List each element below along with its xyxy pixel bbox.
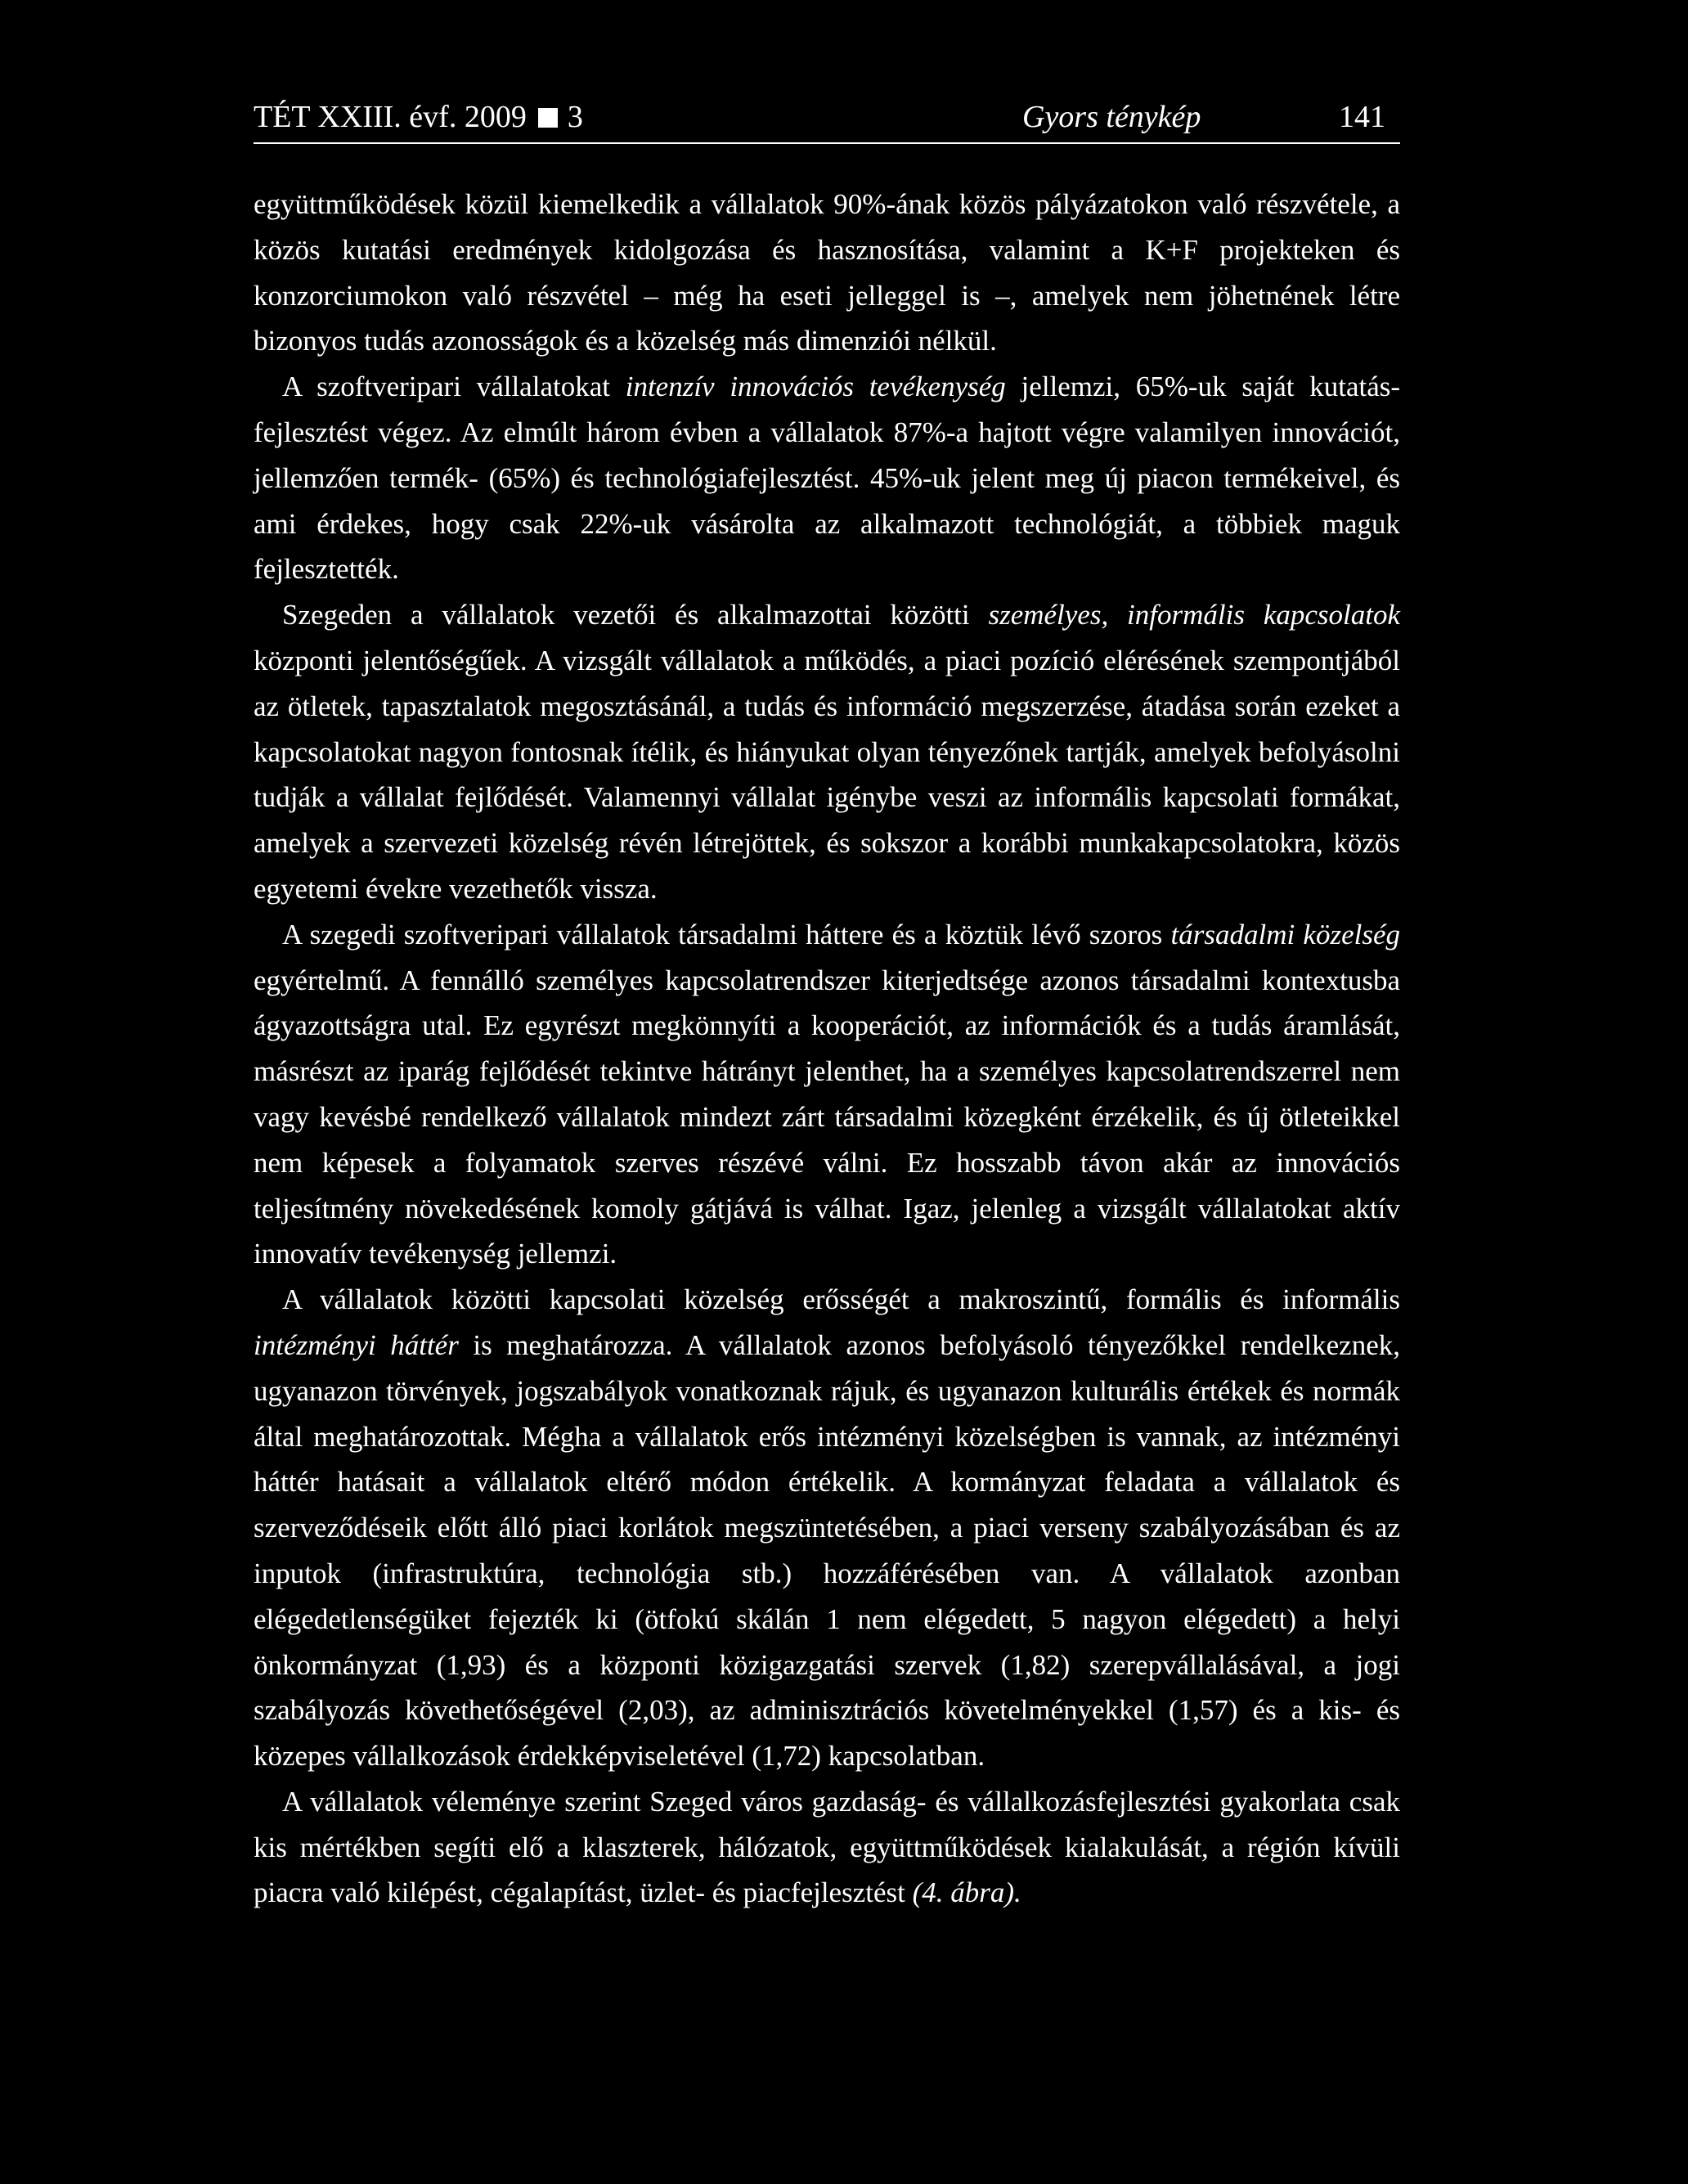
paragraph-text: A vállalatok véleménye szerint Szeged város gazdaság- és vállalkozásfejlesztési gyakorlata csak kis mértékben segíti elő a klaszterek, hálózatok, együttműködések kialakulását, a régión kívüli piacra való kilépést, cégalapítást, üzlet- és piacfejlesztést	[254, 1785, 1400, 1909]
paragraph-text: A szoftveripari vállalatokat	[282, 371, 626, 403]
paragraph-text: A szegedi szoftveripari vállalatok társadalmi háttere és a köztük lévő szoros	[282, 918, 1171, 950]
emphasis-tarsadalmi-kozelseg: társadalmi közelség	[1170, 918, 1401, 950]
paragraph-2	[254, 364, 1400, 592]
paragraph-text: egyértelmű. A fennálló személyes kapcsolatrendszer kiterjedtsége azonos társadalmi kontextusba ágyazottságra utal. Ez egyrészt megkönnyíti a kooperációt, az információk és a tudás áramlását, másrészt az iparág fejlődését tekintve hátrányt jelenthet, ha a személyes kapcsolatrendszerrel nem vagy kevésbé rendelkező vállalatok mindezt zárt társadalmi közegként érzékelik, és új ötleteikkel nem képesek a folyamatok szerves részévé válni. Ez hosszabb távon akár az innovációs teljesítmény növekedésének komoly gátjává is válhat. Igaz, jelenleg a vizsgált vállalatokat aktív innovatív tevékenység jellemzi.	[254, 964, 1400, 1270]
figure-reference: (4. ábra).	[912, 1876, 1021, 1909]
issue-number: 3	[567, 100, 583, 134]
paragraph-text: A vállalatok közötti kapcsolati közelség erősségét a makroszintű, formális és informális	[282, 1283, 1400, 1316]
journal-title: TÉT XXIII. évf. 2009	[254, 100, 527, 134]
article-body	[254, 182, 1400, 1916]
emphasis-intezmenyi-hatter: intézményi háttér	[254, 1328, 459, 1361]
emphasis-szemelyes-informalis-kapcsolatok: személyes, informális kapcsolatok	[988, 599, 1400, 631]
section-title: Gyors ténykép	[1022, 100, 1201, 134]
black-square-icon	[538, 108, 558, 128]
paragraph-text: is meghatározza. A vállalatok azonos befolyásoló tényezőkkel rendelkeznek, ugyanazon törvények, jogszabályok vonatkoznak rájuk, és ugyanazon kulturális értékek és normák által meghatározottak. Mégha a vállalatok erős intézményi közelségben is vannak, az intézményi háttér hatásait a vállalatok eltérő módon értékelik. A kormányzat feladata a vállalatok és szerveződéseik előtt álló piaci korlátok megszüntetésében, a piaci verseny szabályozásában és az inputok (infrastruktúra, technológia stb.) hozzáférésében van. A vállalatok azonban elégedetlenségüket fejezték ki (ötfokú skálán 1 nem elégedett, 5 nagyon elégedett) a helyi önkormányzat (1,93) és a központi közigazgatási szervek (1,82) szerepvállalásával, a jogi szabályozás követhetőségével (2,03), az adminisztrációs követelményekkel (1,57) és a kis- és közepes vállalkozások érdekképviseletével (1,72) kapcsolatban.	[254, 1328, 1400, 1773]
paragraph-3	[254, 592, 1400, 912]
paragraph-5	[254, 1277, 1400, 1779]
paragraph-1	[254, 182, 1400, 364]
paragraph-text: jellemzi, 65%-uk saját kutatás-fejlesztést végez. Az elmúlt három évben a vállalatok 87%-a hajtott végre valamilyen innovációt, jellemzően termék- (65%) és technológiafejlesztést. 45%-uk jelent meg új piacon termékeivel, és ami érdekes, hogy csak 22%-uk vásárolta az alkalmazott technológiát, a többiek maguk fejlesztették.	[254, 371, 1401, 586]
emphasis-intenziv-innovacios-tevekenyseg: intenzív innovációs tevékenység	[625, 371, 1006, 403]
paragraph-text: együttműködések közül kiemelkedik a vállalatok 90%-ának közös pályázatokon való részvétele, a közös kutatási eredmények kidolgozása és hasznosítása, valamint a K+F projekteken és konzorciumokon való részvétel – még ha eseti jelleggel is –, amelyek nem jöhetnének létre bizonyos tudás azonosságok és a közelség más dimenziói nélkül.	[254, 188, 1400, 357]
page-number: 141	[1339, 100, 1385, 134]
paragraph-text: Szegeden a vállalatok vezetői és alkalmazottai közötti	[282, 599, 989, 631]
header-journal-info	[254, 92, 583, 142]
paragraph-text: központi jelentőségűek. A vizsgált vállalatok a működés, a piaci pozíció elérésének szempontjából az ötletek, tapasztalatok megosztásánál, a tudás és információ megszerzése, átadása során ezeket a kapcsolatokat nagyon fontosnak ítélik, és hiányukat olyan tényezőnek tartják, amelyek befolyásolni tudják a vállalat fejlődését. Valamennyi vállalat igénybe veszi az informális kapcsolati formákat, amelyek a szervezeti közelség révén létrejöttek, és sokszor a korábbi munkakapcsolatokra, közös egyetemi évekre vezethetők vissza.	[254, 644, 1400, 905]
running-header	[254, 92, 1400, 144]
paragraph-6	[254, 1779, 1400, 1916]
paragraph-4	[254, 912, 1400, 1277]
